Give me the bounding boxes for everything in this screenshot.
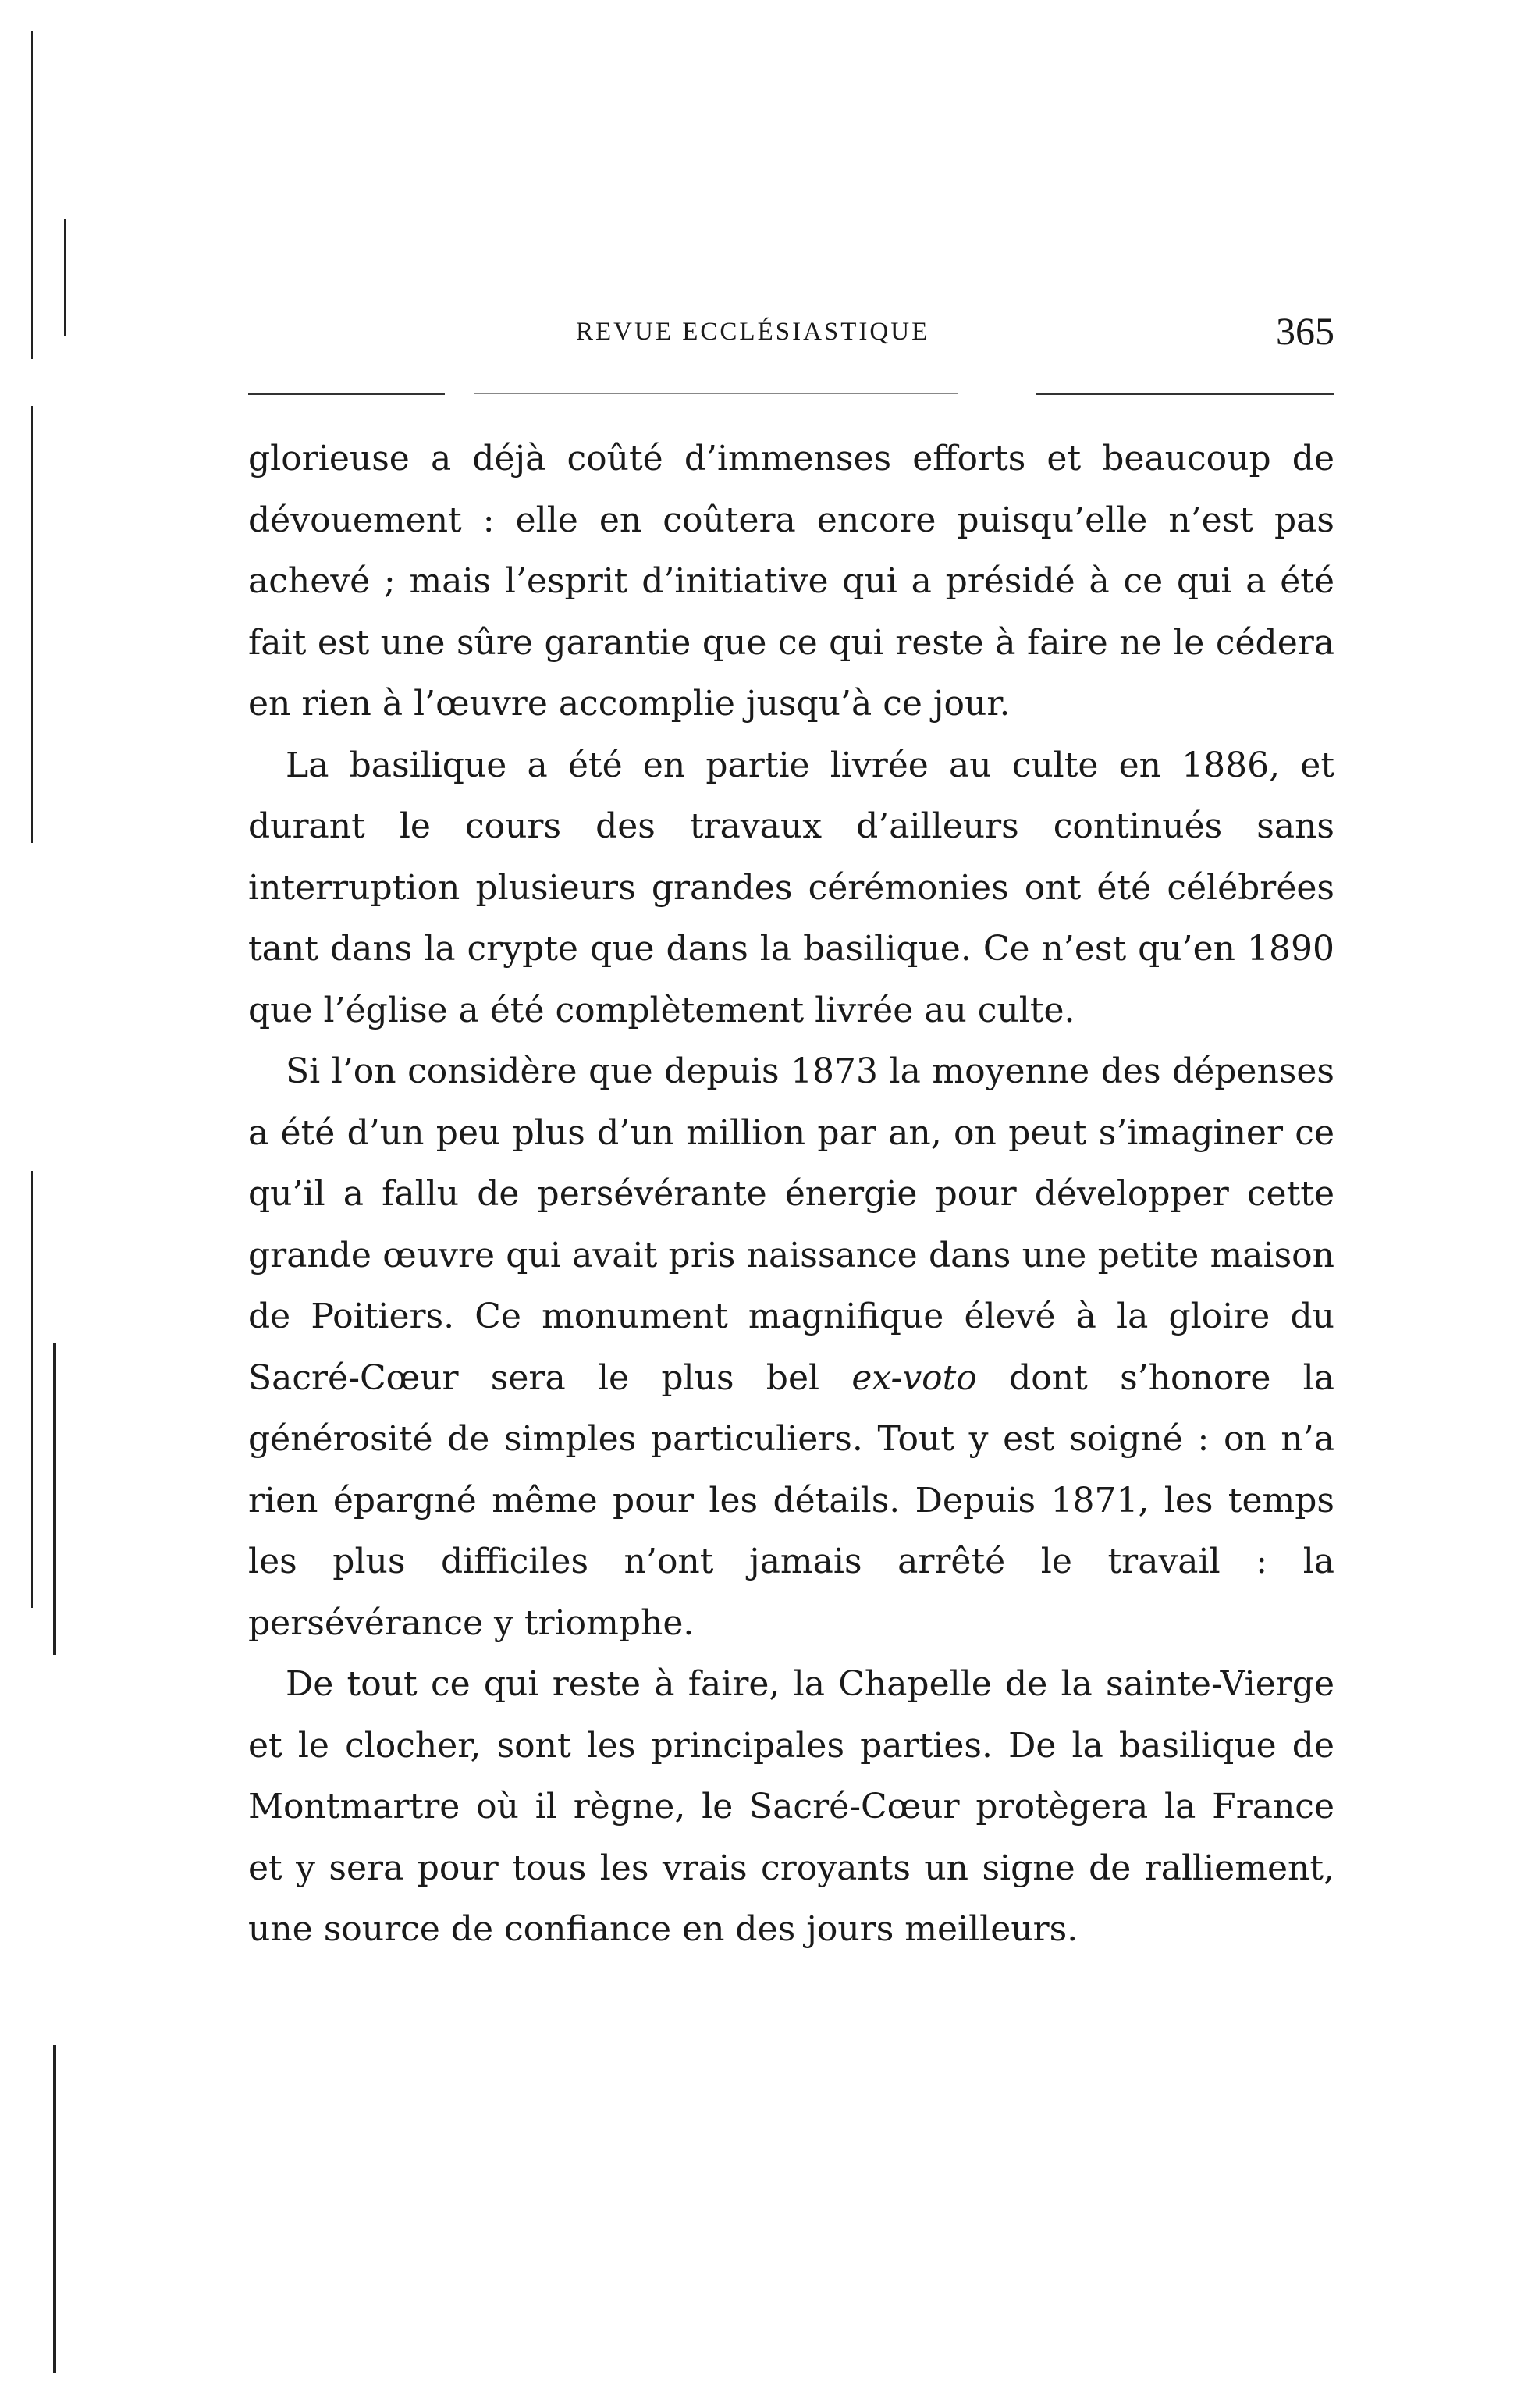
body-text: [248, 429, 1334, 1961]
paragraph-text: Si l’on considère que depuis 1873 la moyenne des dépenses a été d’un peu plus d’un million par an, on peut s’imaginer ce qu’il a fallu de persévérante énergie pour développer cette grande œuvre qui avait pris naissance dans une petite maison de Poitiers. Ce monument magnifique élevé à la gloire du Sacré-Cœur sera le plus bel: [248, 1051, 1334, 1398]
running-head: [248, 308, 1334, 363]
scan-edge-line: [53, 1343, 56, 1655]
italic-term: ex-voto: [851, 1357, 977, 1398]
paragraph-text: dont s’honore la générosité de simples particuliers. Tout y est soigné : on n’a rien épargné même pour les détails. Depuis 1871, les temps les plus difficiles n’ont jamais arrêté le travail : la persévérance y triomphe.: [248, 1357, 1334, 1643]
paragraph: De tout ce qui reste à faire, la Chapelle de la sainte-Vierge et le clocher, sont les principales parties. De la basilique de Montmartre où il règne, le Sacré-Cœur protègera la France et y sera pour tous les vrais croyants un signe de ralliement, une source de confiance en des jours meilleurs.: [248, 1664, 1334, 1949]
scan-edge-line: [31, 406, 33, 843]
paragraph: La basilique a été en partie livrée au culte en 1886, et durant le cours des travaux d’ailleurs continués sans interruption plusieurs grandes cérémonies ont été célébrées tant dans la crypte que dans la basilique. Ce n’est qu’en 1890 que l’église a été complètement livrée au culte.: [248, 745, 1334, 1030]
running-title: REVUE ECCLÉSIASTIQUE: [576, 318, 930, 346]
paragraph: [248, 1041, 1334, 1654]
scan-edge-line: [53, 2045, 56, 2373]
scan-edge-line: [64, 219, 66, 336]
scan-edge-line: [31, 31, 33, 359]
paragraph: glorieuse a déjà coûté d’immenses efforts et beaucoup de dévouement : elle en coûtera encore puisqu’elle n’est pas achevé ; mais l’esprit d’initiative qui a présidé à ce qui a été fait est une sûre garantie que ce qui reste à faire ne le cédera en rien à l’œuvre accomplie jusqu’à ce jour.: [248, 439, 1334, 724]
header-rule: [248, 393, 1334, 397]
page-number: 365: [1276, 309, 1334, 353]
scan-edge-line: [31, 1171, 33, 1608]
document-page: [248, 308, 1334, 1961]
